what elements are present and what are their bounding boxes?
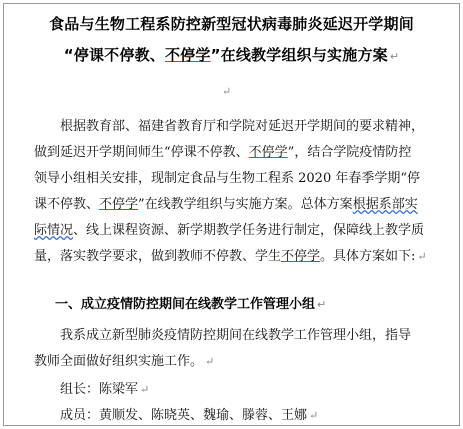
intro-line-2 bbox=[34, 141, 411, 160]
intro-text: 领导小组相关安排，现制定食品与生物工程系 2020 年春季学期“停 bbox=[34, 171, 420, 186]
group-leader-line bbox=[60, 378, 149, 397]
intro-line-5 bbox=[34, 219, 424, 238]
intro-line-4 bbox=[34, 193, 418, 212]
intro-text: ”，结合学院疫情防控 bbox=[287, 145, 412, 160]
section1-text: 我系成立新型肺炎疫情防控期间在线教学工作管理小组，指导 bbox=[60, 328, 412, 343]
intro-text: 、线上课程资源、新学期教学任务进行制定，保障线上教学质 bbox=[73, 223, 425, 238]
intro-text: ”在线教学组织与实施方案。总体方案 bbox=[138, 197, 353, 212]
group-members-text: 成员：黄顺发、陈晓英、魏瑜、滕蓉、王娜 bbox=[60, 408, 308, 423]
paragraph-mark-icon: ↵ bbox=[205, 355, 215, 368]
section-heading-text: 一、成立疫情防控期间在线教学工作管理小组 bbox=[55, 297, 316, 312]
section1-para-line-1 bbox=[60, 324, 411, 343]
document-title-line-1 bbox=[0, 13, 463, 34]
section1-text: 教师全面做好组织实施工作。 bbox=[34, 354, 204, 369]
group-members-line bbox=[60, 404, 318, 423]
intro-text: 课不停教、 bbox=[34, 197, 100, 212]
intro-text-underlined: 不停学 bbox=[99, 197, 139, 212]
intro-text-wavy: 际情况 bbox=[34, 223, 74, 238]
paragraph-mark-icon: ↵ bbox=[309, 409, 319, 422]
paragraph-mark-icon: ↵ bbox=[389, 50, 400, 63]
title-text-2a: “停课不停教、 bbox=[63, 46, 165, 64]
intro-text-underlined: 不停学 bbox=[248, 145, 288, 160]
intro-line-6 bbox=[34, 245, 427, 264]
paragraph-mark-icon: ↵ bbox=[140, 383, 150, 396]
title-text-2b: 不停学 bbox=[164, 46, 211, 64]
intro-text: 做到延迟开学期间师生“停课不停教、 bbox=[34, 145, 249, 160]
section1-para-line-2 bbox=[34, 350, 214, 369]
paragraph-mark-icon: ↵ bbox=[317, 298, 327, 311]
intro-text-underlined: 不停学 bbox=[281, 249, 321, 264]
paragraph-mark-icon: ↵ bbox=[222, 85, 232, 98]
group-leader-text: 组长：陈梁军 bbox=[60, 382, 139, 397]
section-heading-1 bbox=[55, 293, 326, 312]
intro-line-1 bbox=[60, 115, 424, 134]
intro-text-wavy: 根据系部实 bbox=[352, 197, 418, 212]
document-title-line-2 bbox=[0, 44, 463, 65]
blank-paragraph-mark bbox=[34, 84, 231, 99]
paragraph-mark-icon: ↵ bbox=[417, 250, 427, 263]
intro-text: 。具体方案如下: bbox=[320, 249, 416, 264]
intro-text: 根据教育部、福建省教育厅和学院对延迟开学期间的要求精神， bbox=[60, 119, 425, 134]
intro-text: 量，落实教学要求，做到教师不停教、学生 bbox=[34, 249, 282, 264]
intro-line-3 bbox=[34, 167, 420, 186]
title-text-1: 食品与生物工程系防控新型冠状病毒肺炎延迟开学期间 bbox=[49, 15, 414, 33]
title-text-2c: ”在线教学组织与实施方案 bbox=[210, 46, 388, 64]
